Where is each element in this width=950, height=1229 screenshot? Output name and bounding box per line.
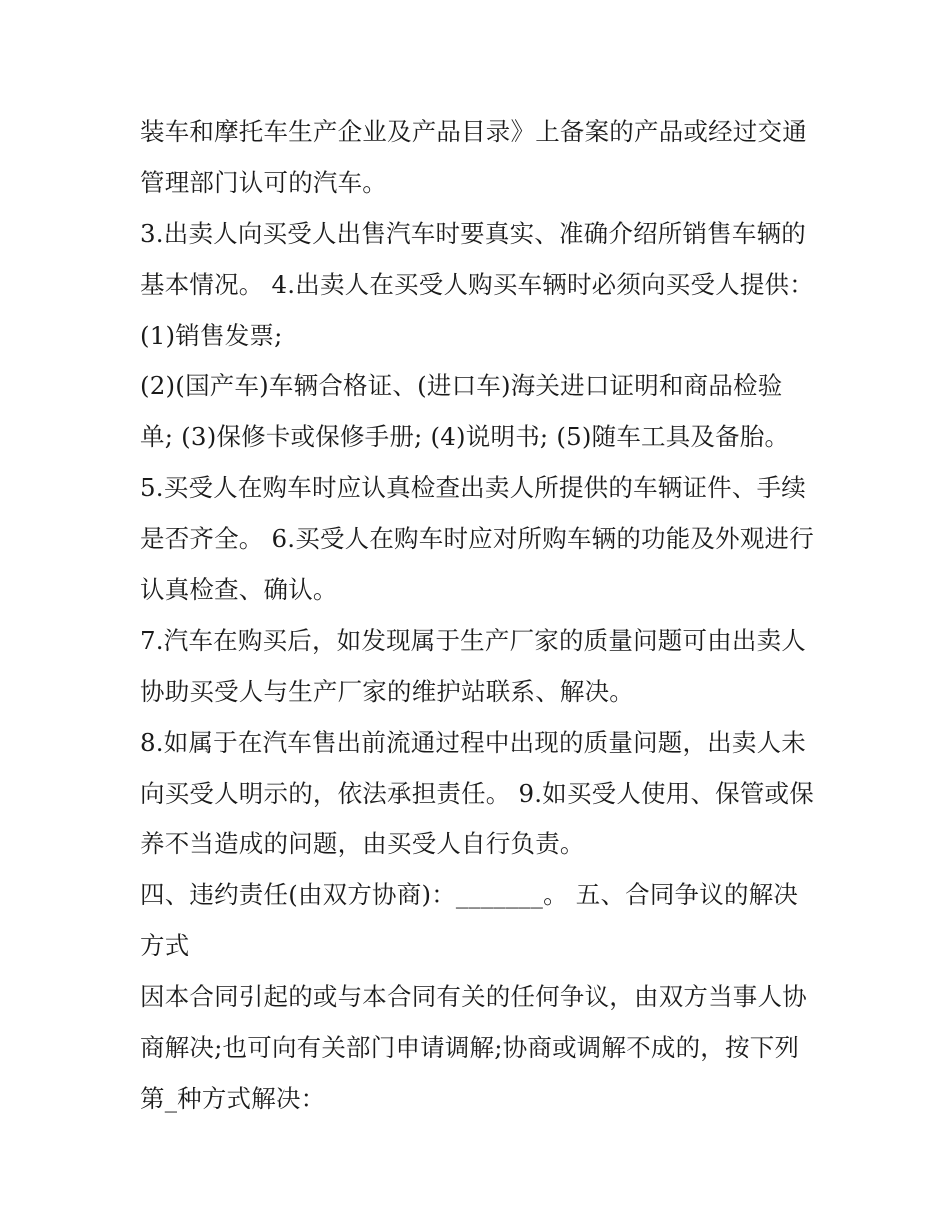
contract-text-body: [140, 107, 820, 1125]
text-line: 方式: [140, 931, 190, 961]
text-line: 养不当造成的问题，由买受人自行负责。: [140, 829, 585, 859]
text-line: 四、违约责任(由双方协商)：_______。 五、合同争议的解决: [140, 880, 799, 910]
text-line: 基本情况。 4.出卖人在买受人购买车辆时必须向买受人提供：: [140, 269, 814, 299]
text-line: 8.如属于在汽车售出前流通过程中出现的质量问题，出卖人未: [140, 727, 806, 757]
text-line: 向买受人明示的，依法承担责任。 9.如买受人使用、保管或保: [140, 778, 814, 808]
text-line: 装车和摩托车生产企业及产品目录》上备案的产品或经过交通: [140, 117, 807, 146]
text-line: 第_种方式解决：: [140, 1083, 326, 1113]
text-line: (2)(国产车)车辆合格证、(进口车)海关进口证明和商品检验: [140, 371, 783, 401]
text-line: 商解决;也可向有关部门申请调解;协商或调解不成的，按下列: [140, 1033, 800, 1063]
text-line: (1)销售发票;: [140, 320, 283, 350]
text-line: 协助买受人与生产厂家的维护站联系、解决。: [140, 676, 634, 706]
text-line: 因本合同引起的或与本合同有关的任何争议，由双方当事人协: [140, 982, 807, 1012]
text-line: 是否齐全。 6.买受人在购车时应对所购车辆的功能及外观进行: [140, 524, 814, 554]
text-line: 7.汽车在购买后，如发现属于生产厂家的质量问题可由出卖人: [140, 625, 806, 655]
text-line: 3.出卖人向买受人出售汽车时要真实、准确介绍所销售车辆的: [140, 218, 806, 248]
text-line: 单; (3)保修卡或保修手册; (4)说明书; (5)随车工具及备胎。: [140, 422, 790, 452]
text-line: 5.买受人在购车时应认真检查出卖人所提供的车辆证件、手续: [140, 473, 806, 503]
text-line: 认真检查、确认。: [140, 575, 338, 605]
text-line: 管理部门认可的汽车。: [140, 167, 387, 197]
